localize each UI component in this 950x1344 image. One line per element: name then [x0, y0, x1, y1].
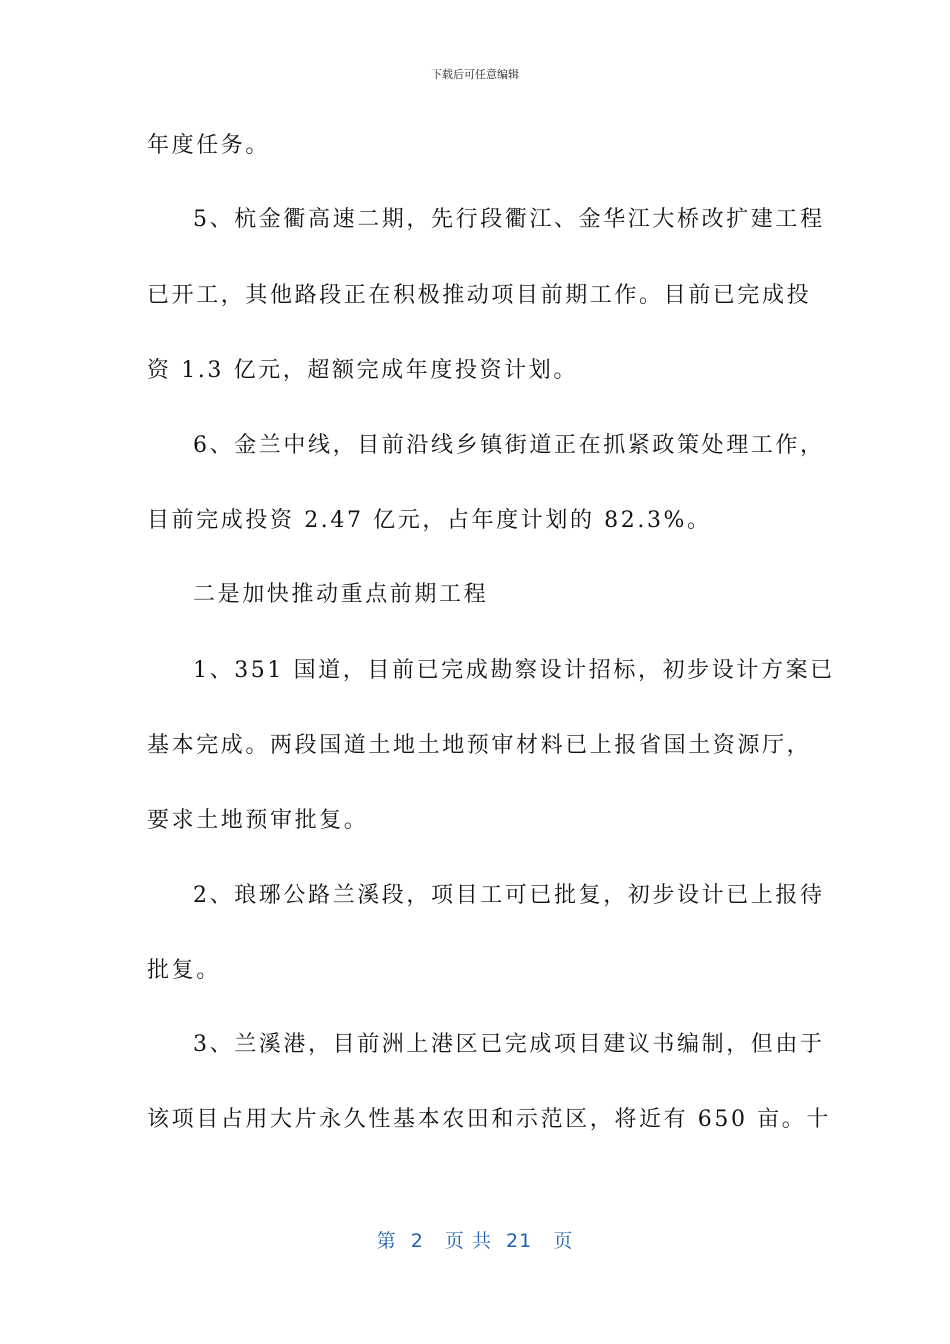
text-line: 6、金兰中线，目前沿线乡镇街道正在抓紧政策处理工作， [193, 433, 825, 458]
text-line: 基本完成。两段国道土地土地预审材料已上报省国土资源厅， [147, 733, 812, 758]
text-line: 年度任务。 [147, 133, 271, 158]
text-line: 要求土地预审批复。 [147, 808, 369, 833]
text-line: 2、琅琊公路兰溪段，项目工可已批复，初步设计已上报待 [193, 883, 825, 908]
text-line: 3、兰溪港，目前洲上港区已完成项目建议书编制，但由于 [193, 1032, 825, 1057]
text-line: 该项目占用大片永久性基本农田和示范区，将近有 650 亩。十 [147, 1107, 831, 1132]
text-line: 资 1.3 亿元，超额完成年度投资计划。 [147, 358, 578, 383]
text-line: 批复。 [147, 958, 221, 983]
text-line: 1、351 国道，目前已完成勘察设计招标，初步设计方案已 [193, 658, 835, 683]
text-line: 目前完成投资 2.47 亿元，占年度计划的 82.3%。 [147, 508, 712, 533]
text-line: 已开工，其他路段正在积极推动项目前期工作。目前已完成投 [147, 283, 812, 308]
section-heading: 二是加快推动重点前期工程 [193, 582, 489, 607]
text-line: 5、杭金衢高速二期，先行段衢江、金华江大桥改扩建工程 [193, 207, 825, 232]
page-header-note: 下载后可任意编辑 [431, 68, 519, 81]
page-number-footer: 第 2 页 共 21 页 [376, 1230, 574, 1252]
